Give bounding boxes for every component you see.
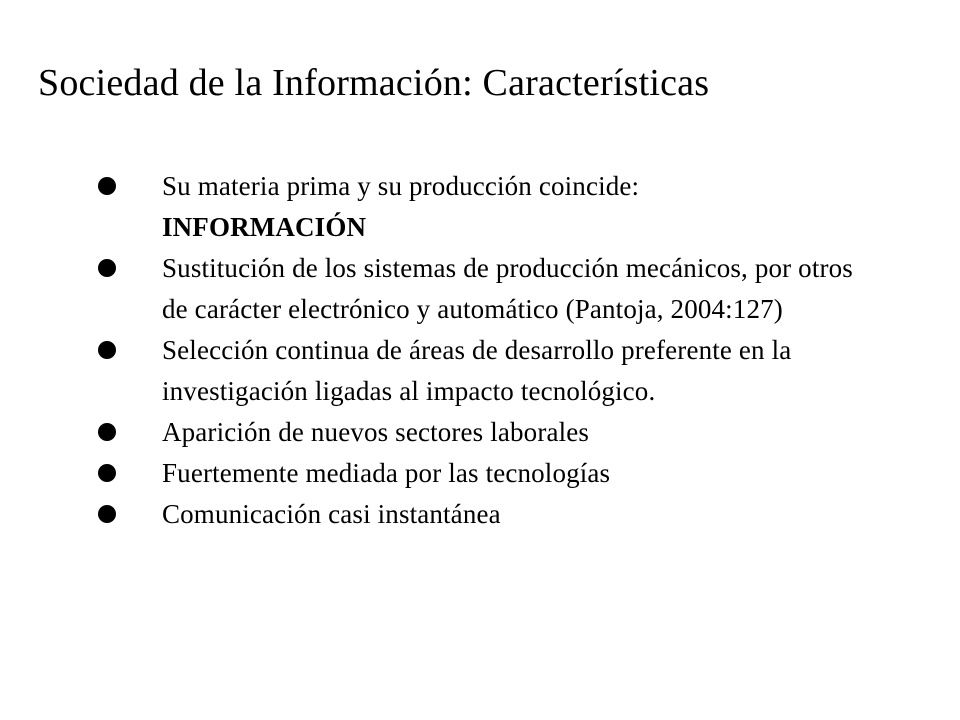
bullet-item-mediada [98,453,878,494]
slide-title: Sociedad de la Información: Características [38,62,710,104]
bullet-dot-icon [98,464,116,482]
bullet-item-comunicacion [98,494,878,535]
bullet-text: Aparición de nuevos sectores laborales [162,417,590,447]
bullet-text: Selección continua de áreas de desarrollo preferente en la investigación ligadas al impacto tecnológico. [162,335,792,406]
bullet-list [98,166,878,535]
bullet-text: Fuertemente mediada por las tecnologías [162,458,611,488]
bullet-text: Su materia prima y su producción coincide: [162,171,640,201]
bullet-dot-icon [98,341,116,359]
bullet-dot-icon [98,423,116,441]
bullet-text: Comunicación casi instantánea [162,499,501,529]
bullet-dot-icon [98,505,116,523]
bullet-emphasis: INFORMACIÓN [162,212,367,242]
bullet-item-sustitucion [98,248,878,330]
bullet-item-materia-prima [98,166,878,248]
bullet-dot-icon [98,259,116,277]
bullet-item-seleccion [98,330,878,412]
bullet-text: Sustitución de los sistemas de producción mecánicos, por otros de carácter electrónico y automático (Pantoja, 2004:127) [162,253,853,324]
bullet-dot-icon [98,177,116,195]
bullet-item-aparicion [98,412,878,453]
